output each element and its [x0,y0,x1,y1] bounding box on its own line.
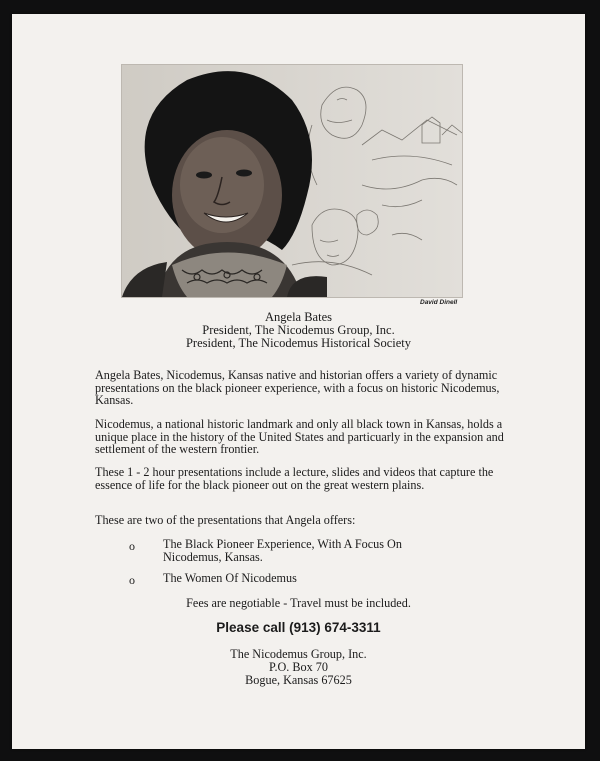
intro-paragraph: Angela Bates, Nicodemus, Kansas native and historian offers a variety of dynamic presentations on the black pioneer experience, with a focus on historic Nicodemus, Kansas. [95,368,500,408]
nicodemus-paragraph: Nicodemus, a national historic landmark and only all black town in Kansas, holds a unique place in the history of the United States and particuarly in the expansion and settlement of the western frontier. [95,417,504,457]
photo-credit: David Dinell [420,299,458,306]
call-to-action: Please call (913) 674-3311 [216,620,381,635]
bullet-marker: o [129,539,135,553]
presentation-item-2: The Women Of Nicodemus [163,571,297,585]
address-org: The Nicodemus Group, Inc. [230,647,367,661]
flyer-page [12,14,585,749]
speaker-title-2: President, The Nicodemus Historical Society [185,336,412,350]
address-city: Bogue, Kansas 67625 [245,673,352,687]
portrait-illustration [122,65,462,297]
fees-note: Fees are negotiable - Travel must be included. [186,596,411,610]
speaker-name: Angela Bates [265,310,332,324]
presentation-item-1-line-2: Nicodemus, Kansas. [163,549,263,564]
presentation-length-paragraph: These 1 - 2 hour presentations include a lecture, slides and videos that capture the essence of life for the black pioneer out on the great western plains. [95,465,494,492]
presentation-item-1 [163,538,483,563]
bullet-marker: o [129,573,135,587]
presentation-item-1-line-1: The Black Pioneer Experience, With A Focus On [163,537,402,551]
presentations-intro: These are two of the presentations that Angela offers: [95,513,356,527]
portrait-photo [121,64,463,298]
speaker-title-1: President, The Nicodemus Group, Inc. [202,323,395,337]
address-box: P.O. Box 70 [269,660,328,674]
